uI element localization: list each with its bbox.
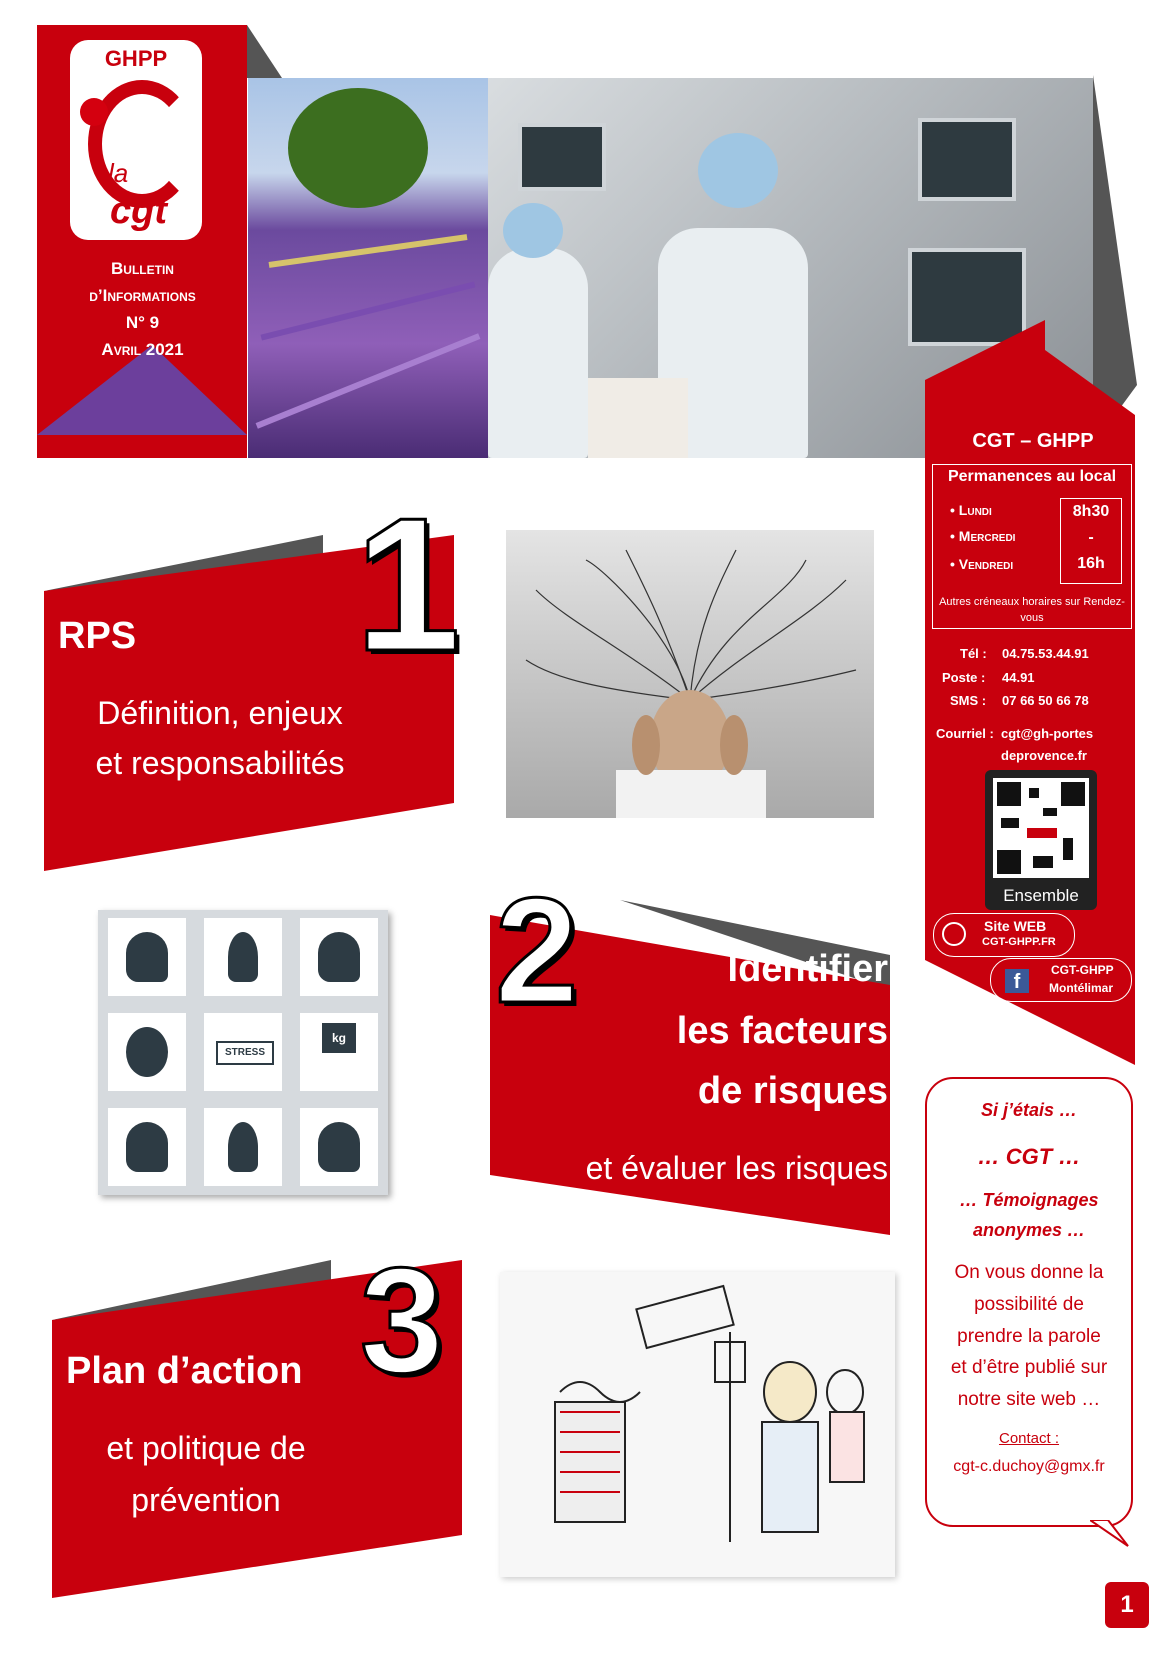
page-number: 1 [1105, 1582, 1149, 1628]
globe-icon [942, 922, 966, 946]
lavender-field-photo [248, 78, 488, 458]
poste-label: Poste : [942, 670, 986, 685]
qr-code-icon [993, 778, 1089, 878]
stress-icons-grid [98, 910, 388, 1195]
website-url: CGT-GHPP.FR [982, 936, 1056, 948]
qr-code[interactable] [985, 770, 1097, 910]
sms-value: 07 66 50 66 78 [1002, 693, 1089, 708]
facebook-page-city: Montélimar [1049, 981, 1114, 995]
email-label: Courriel : [936, 726, 994, 741]
bubble-body3: prendre la parole [957, 1326, 1101, 1347]
nurse-figure [488, 248, 588, 458]
bulletin-date: Avril 2021 [101, 340, 184, 359]
hospital-cartoon [500, 1272, 895, 1577]
burden-icon [108, 1013, 186, 1091]
bubble-contact-email[interactable]: cgt-c.duchoy@gmx.fr [953, 1458, 1105, 1475]
website-label: Site WEB [984, 918, 1047, 934]
poppy-icon [80, 98, 108, 126]
email-value-cont[interactable]: deprovence.fr [1001, 748, 1087, 763]
facebook-link[interactable] [990, 958, 1132, 1002]
medical-monitor-icon [918, 118, 1016, 201]
bulletin-title: Bulletin [111, 259, 174, 278]
day-monday: • Lundi [950, 502, 992, 518]
logo-swirl-icon [88, 80, 196, 208]
bubble-contact-label: Contact : [998, 1430, 1060, 1447]
stressed-man-photo [506, 530, 874, 818]
email-value[interactable]: cgt@gh-portes [1001, 726, 1094, 741]
section2-subtitle: et évaluer les risques [585, 1150, 888, 1186]
bubble-body4: et d’être publié sur [950, 1357, 1108, 1378]
permanences-title: Permanences au local [947, 468, 1117, 485]
hours-from: 8h30 [1072, 503, 1110, 520]
logo-la-text: la [108, 158, 129, 188]
poste-value: 44.91 [1002, 670, 1035, 685]
weight-icon: kg [300, 1013, 378, 1091]
bubble-line2: … CGT … [977, 1144, 1081, 1169]
bubble-line4: anonymes … [972, 1220, 1086, 1240]
logo-cgt-text: cgt [110, 190, 167, 232]
bulletin-number: N° 9 [125, 313, 160, 332]
tree-icon [288, 88, 428, 208]
bubble-line3: … Témoignages [959, 1190, 1099, 1210]
section3-subtitle-line1: et politique de [106, 1430, 306, 1466]
opening-hours [1060, 498, 1122, 584]
bulletin-subtitle: d’Informations [89, 286, 196, 305]
section1-number: 1 [355, 479, 461, 691]
headache-icon [108, 918, 186, 996]
stress-sign-icon: STRESS [204, 1013, 282, 1091]
sms-label: SMS : [950, 693, 987, 708]
day-wednesday: • Mercredi [950, 528, 1016, 544]
day-friday: • Vendredi [950, 556, 1014, 572]
overload-icon [300, 1108, 378, 1186]
sidebar-title: CGT – GHPP [972, 430, 1094, 452]
tel-label: Tél : [960, 646, 987, 661]
tel-value: 04.75.53.44.91 [1002, 646, 1089, 661]
dizzy-icon [300, 918, 378, 996]
section1-subtitle-line2: et responsabilités [95, 745, 345, 781]
website-link[interactable] [933, 913, 1075, 957]
panic-icon [204, 1108, 282, 1186]
section1-subtitle-line1: Définition, enjeux [97, 695, 343, 731]
low-battery-icon [108, 1108, 186, 1186]
section1-title: RPS [58, 615, 137, 657]
shock-icon [204, 918, 282, 996]
bubble-body2: possibilité de [974, 1294, 1084, 1315]
section2-title-line1: Identifier [727, 948, 888, 990]
facebook-page-name: CGT-GHPP [1051, 963, 1114, 977]
bubble-tail [1090, 1520, 1130, 1548]
bubble-body1: On vous donne la [954, 1262, 1104, 1283]
facebook-icon: f [1005, 969, 1029, 993]
section3-subtitle-line2: prévention [131, 1482, 281, 1518]
section2-number: 2 [495, 866, 579, 1034]
section3-number: 3 [360, 1236, 444, 1404]
bulletin-info [40, 255, 245, 363]
qr-caption: Ensemble [1003, 886, 1079, 905]
section2-title-line3: de risques [697, 1070, 888, 1112]
cgt-logo [70, 40, 202, 240]
hours-separator: - [1088, 529, 1094, 546]
section2-title-line2: les facteurs [676, 1010, 888, 1052]
logo-ghpp-text: GHPP [104, 46, 168, 71]
bubble-body5: notre site web … [957, 1389, 1101, 1410]
hours-to: 16h [1077, 555, 1105, 572]
bubble-line1: Si j’étais … [980, 1100, 1078, 1120]
medical-monitor-icon [518, 123, 606, 191]
other-slots-note: Autres créneaux horaires sur Rendez-vous [939, 596, 1125, 624]
section3-title: Plan d’action [66, 1350, 303, 1392]
